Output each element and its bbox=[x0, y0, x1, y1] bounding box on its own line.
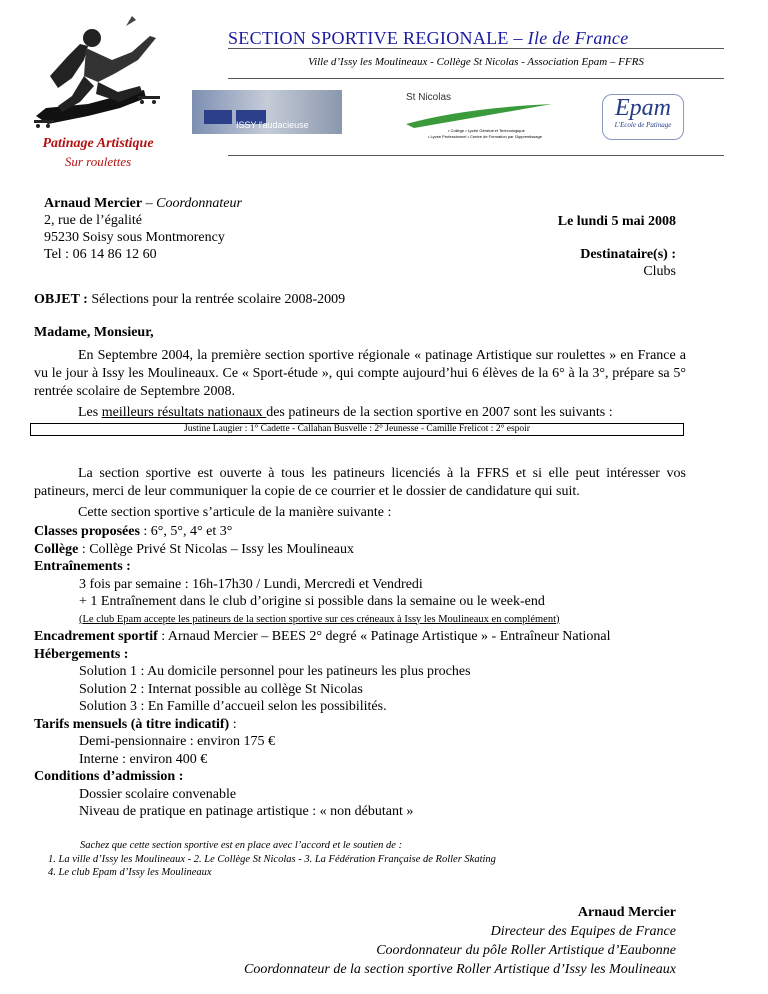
coach-value: : Arnaud Mercier – BEES 2° degré « Patinage Artistique » - Entraîneur National bbox=[157, 629, 611, 644]
college-value: : Collège Privé St Nicolas – Issy les Moulineaux bbox=[78, 541, 355, 557]
header-subtitle: Ville d’Issy les Moulineaux - Collège St Nicolas - Association Epam – FFRS bbox=[308, 56, 644, 68]
admission-label bbox=[34, 768, 734, 786]
training-note-text: (Le club Epam accepte les patineurs de la section sportive sur ces créneaux à Issy les Moulineaux en complément) bbox=[79, 613, 560, 625]
sender-role: – Coordonnateur bbox=[142, 196, 242, 211]
sender-phone: Tel : 06 14 86 12 60 bbox=[44, 247, 157, 262]
paragraph-4 bbox=[34, 504, 686, 522]
issy-logo bbox=[192, 90, 342, 134]
paragraph-2-a: Les bbox=[78, 405, 102, 420]
epam-name: Epam bbox=[615, 95, 671, 121]
epam-logo bbox=[602, 94, 684, 140]
epam-tagline: L'Ecole de Patinage bbox=[614, 121, 672, 129]
header-rule-mid bbox=[228, 78, 724, 79]
coach-line bbox=[34, 628, 734, 646]
stnicolas-name: St Nicolas bbox=[406, 92, 452, 103]
paragraph-1 bbox=[34, 347, 686, 401]
fees-line bbox=[34, 716, 734, 734]
signature-title-3: Coordonnateur de la section sportive Roller Artistique d’Issy les Moulineaux bbox=[244, 962, 676, 977]
title-region: Ile de France bbox=[527, 28, 629, 48]
thanks-line-2: 1. La ville d’Issy les Moulineaux - 2. Le Collège St Nicolas - 3. La Fédération Française de Roller Skating bbox=[48, 853, 496, 865]
signature-block bbox=[244, 903, 676, 979]
sender-address-2: 95230 Soisy sous Montmorency bbox=[44, 230, 225, 245]
stnicolas-swoosh bbox=[404, 102, 554, 128]
stnicolas-line2: • Lycée Professionnel • Centre de Formation par l'Apprentissage bbox=[428, 134, 542, 139]
admission-line-2: Niveau de pratique en patinage artistique : « non débutant » bbox=[79, 804, 414, 819]
thanks-block bbox=[48, 839, 496, 880]
training-note bbox=[34, 611, 734, 629]
housing-line-2: Solution 2 : Internat possible au collège St Nicolas bbox=[79, 681, 363, 697]
objet-label: OBJET : bbox=[34, 292, 88, 307]
objet-text: Sélections pour la rentrée scolaire 2008-2009 bbox=[87, 292, 346, 307]
details-list bbox=[34, 523, 734, 821]
paragraph-2 bbox=[34, 404, 686, 422]
salutation: Madame, Monsieur, bbox=[34, 325, 154, 340]
training-line-1: 3 fois par semaine : 16h-17h30 / Lundi, Mercredi et Vendredi bbox=[79, 576, 423, 592]
college-label: Collège bbox=[34, 541, 79, 557]
coach-label: Encadrement sportif bbox=[34, 629, 158, 644]
thanks-line-3: 4. Le club Epam d’Issy les Moulineaux bbox=[48, 867, 212, 878]
fees-line-1: Demi-pensionnaire : environ 175 € bbox=[79, 734, 275, 749]
title-dash: – bbox=[513, 28, 523, 48]
paragraph-3 bbox=[34, 465, 686, 501]
housing-label-text: Hébergements : bbox=[34, 646, 129, 662]
recipient-value: Clubs bbox=[643, 264, 676, 279]
signature-title-2: Coordonnateur du pôle Roller Artistique d’Eaubonne bbox=[376, 943, 676, 958]
classes-label: Classes proposées bbox=[34, 524, 140, 539]
training-line-2: + 1 Entraînement dans le club d’origine si possible dans la semaine ou le week-end bbox=[79, 594, 545, 609]
signature-name: Arnaud Mercier bbox=[577, 905, 676, 920]
page-title bbox=[228, 28, 629, 49]
classes-line bbox=[34, 523, 734, 541]
admission-line-1: Dossier scolaire convenable bbox=[79, 786, 237, 802]
college-line bbox=[34, 541, 734, 559]
paragraph-3-text: La section sportive est ouverte à tous les patineurs licenciés à la FFRS et si elle peut intéresser vos patineurs, merci de leur communiquer la copie de ce courrier et le dossier de candidature qui suit. bbox=[34, 466, 686, 499]
classes-value: : 6°, 5°, 4° et 3° bbox=[139, 524, 233, 539]
housing-label bbox=[34, 646, 734, 664]
sender-name: Arnaud Mercier bbox=[44, 196, 143, 211]
fees-colon: : bbox=[229, 716, 237, 732]
recipient-label: Destinataire(s) : bbox=[580, 247, 676, 262]
training-label bbox=[34, 558, 734, 576]
patinage-label: Patinage Artistique bbox=[42, 136, 154, 151]
letter-date: Le lundi 5 mai 2008 bbox=[557, 214, 676, 229]
paragraph-4-text: Cette section sportive s’articule de la manière suivante : bbox=[78, 505, 392, 520]
header-rule-top bbox=[228, 48, 724, 49]
stnicolas-line1: • Collège • Lycée Général et Technologique bbox=[448, 128, 525, 133]
paragraph-1-text: En Septembre 2004, la première section sportive régionale « patinage Artistique sur roulettes » en France a vu le jour à Issy les Moulineaux. Ce « Sport-étude », qui compte aujourd’hui 6 élèves de la 6° à la 3°, prépare sa 5° rentrée scolaire de Septembre 2008. bbox=[34, 348, 686, 399]
recipient-block bbox=[580, 246, 676, 280]
training-label-text: Entraînements : bbox=[34, 559, 131, 574]
thanks-line-1: Sachez que cette section sportive est en place avec l’accord et le soutien de : bbox=[80, 840, 403, 851]
sender-block bbox=[44, 195, 242, 263]
fees-line-2: Interne : environ 400 € bbox=[79, 751, 208, 767]
housing-line-1: Solution 1 : Au domicile personnel pour les patineurs les plus proches bbox=[79, 664, 471, 679]
results-box: Justine Laugier : 1° Cadette - Callahan Busvelle : 2° Jeunesse - Camille Frelicot : 2° espoir bbox=[30, 423, 684, 436]
stnicolas-logo bbox=[398, 92, 560, 142]
objet-line bbox=[34, 291, 686, 309]
roulettes-label: Sur roulettes bbox=[64, 154, 132, 169]
admission-label-text: Conditions d’admission : bbox=[34, 769, 184, 784]
housing-line-3: Solution 3 : En Famille d’accueil selon les possibilités. bbox=[79, 699, 387, 714]
skater-logo bbox=[28, 16, 178, 136]
sender-address-1: 2, rue de l’égalité bbox=[44, 213, 142, 228]
paragraph-2-underlined: meilleurs résultats nationaux bbox=[101, 405, 267, 420]
fees-label: Tarifs mensuels (à titre indicatif) bbox=[34, 716, 230, 732]
issy-logo-text: ISSY l'audacieuse bbox=[236, 120, 309, 130]
title-main: SECTION SPORTIVE REGIONALE bbox=[228, 28, 509, 48]
header-rule-bottom bbox=[228, 155, 724, 156]
paragraph-2-b: des patineurs de la section sportive en 2007 sont les suivants : bbox=[266, 405, 613, 420]
signature-title-1: Directeur des Equipes de France bbox=[490, 924, 676, 939]
